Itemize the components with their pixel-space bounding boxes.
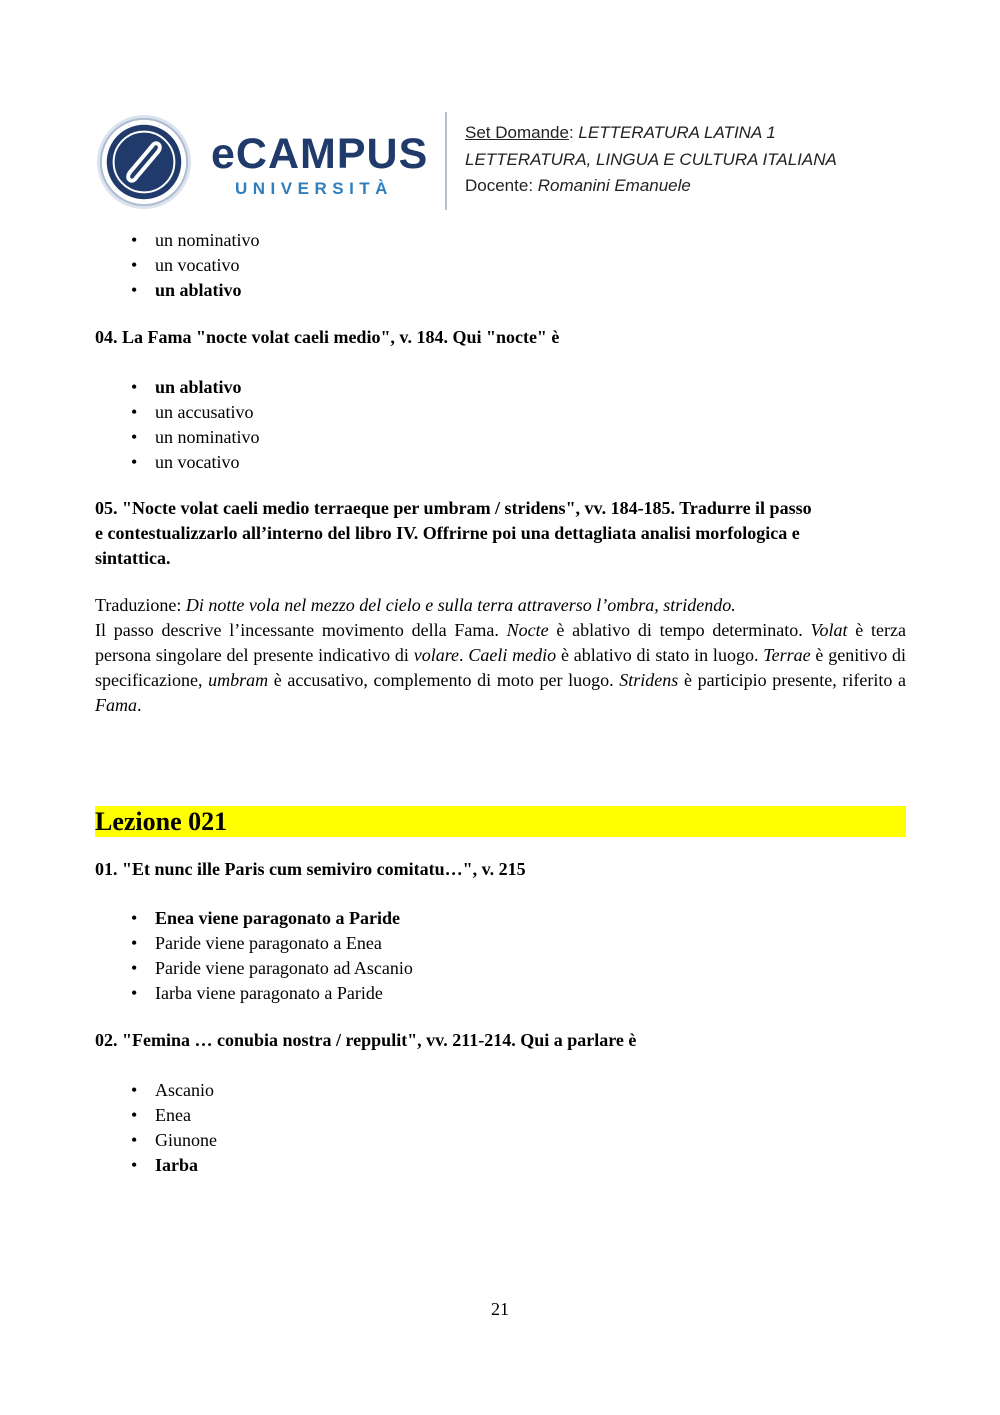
university-seal-logo (95, 113, 193, 211)
set-value: LETTERATURA LATINA 1 (578, 123, 776, 142)
page-header (95, 110, 915, 215)
list-item: • un nominativo (131, 427, 260, 447)
set-label: Set Domande (465, 123, 569, 142)
set-line: Set Domande: LETTERATURA LATINA 1 (465, 123, 776, 142)
teacher-line: Docente: Romanini Emanuele (465, 176, 691, 195)
question-04: 04. La Fama "nocte volat caeli medio", v. 184. Qui "nocte" è (95, 327, 560, 347)
question-04-options (95, 375, 906, 475)
ecampus-logo (211, 132, 428, 199)
list-item: • un accusativo (131, 402, 254, 422)
list-item: • un nominativo (131, 230, 260, 250)
list-item: • Giunone (131, 1130, 217, 1150)
set-value-2: LETTERATURA, LINGUA E CULTURA ITALIANA (465, 149, 837, 169)
list-item-correct: • un ablativo (131, 280, 242, 300)
header-divider (445, 112, 447, 210)
question-05: 05. "Nocte volat caeli medio terraeque per umbram / stridens", vv. 184-185. Tradurre il passo e contestualizzarlo all’interno del libro IV. Offrirne poi una dettagliata analisi morfologica e sintattica. (95, 498, 812, 568)
list-item: • un vocativo (131, 255, 240, 275)
lesson-heading: Lezione 021 (95, 806, 906, 837)
translation-line: Traduzione: Di notte vola nel mezzo del cielo e sulla terra attraverso l’ombra, stridendo. (95, 595, 736, 615)
lesson21-question-01: 01. "Et nunc ille Paris cum semiviro comitatu…", v. 215 (95, 859, 526, 879)
logo-wordmark: eCAMPUS (211, 130, 429, 178)
header-info (465, 120, 837, 200)
set-line-2 (465, 147, 837, 174)
prev-question-options (95, 228, 906, 303)
lesson21-question-01-options (95, 906, 906, 1006)
list-item: • Paride viene paragonato a Enea (131, 933, 382, 953)
document-body (95, 228, 906, 1178)
teacher-label: Docente (465, 176, 529, 195)
lesson21-question-02-options (95, 1078, 906, 1178)
lesson21-question-02: 02. "Femina … conubia nostra / reppulit", vv. 211-214. Qui a parlare è (95, 1030, 637, 1050)
list-item: • Ascanio (131, 1080, 214, 1100)
list-item-correct: • Iarba (131, 1155, 199, 1175)
list-item: • un vocativo (131, 452, 240, 472)
list-item: • Paride viene paragonato ad Ascanio (131, 958, 413, 978)
list-item-correct: • Enea viene paragonato a Paride (131, 908, 400, 928)
list-item: • Iarba viene paragonato a Paride (131, 983, 383, 1003)
logo-subtitle: UNIVERSITÀ (235, 179, 393, 198)
teacher-value: Romanini Emanuele (537, 176, 691, 195)
list-item: • Enea (131, 1105, 191, 1125)
analysis-paragraph: Il passo descrive l’incessante movimento della Fama. Nocte è ablativo di tempo determinato. Volat è terza persona singolare del presente indicativo di volare. Caeli medio è ablativo di stato in luogo. Terrae è genitivo di specificazione, umbram è accusativo, complemento di moto per luogo. Stridens è participio presente, riferito a Fama. (95, 620, 907, 715)
page-number: 21 (491, 1299, 509, 1319)
list-item-correct: • un ablativo (131, 377, 242, 397)
